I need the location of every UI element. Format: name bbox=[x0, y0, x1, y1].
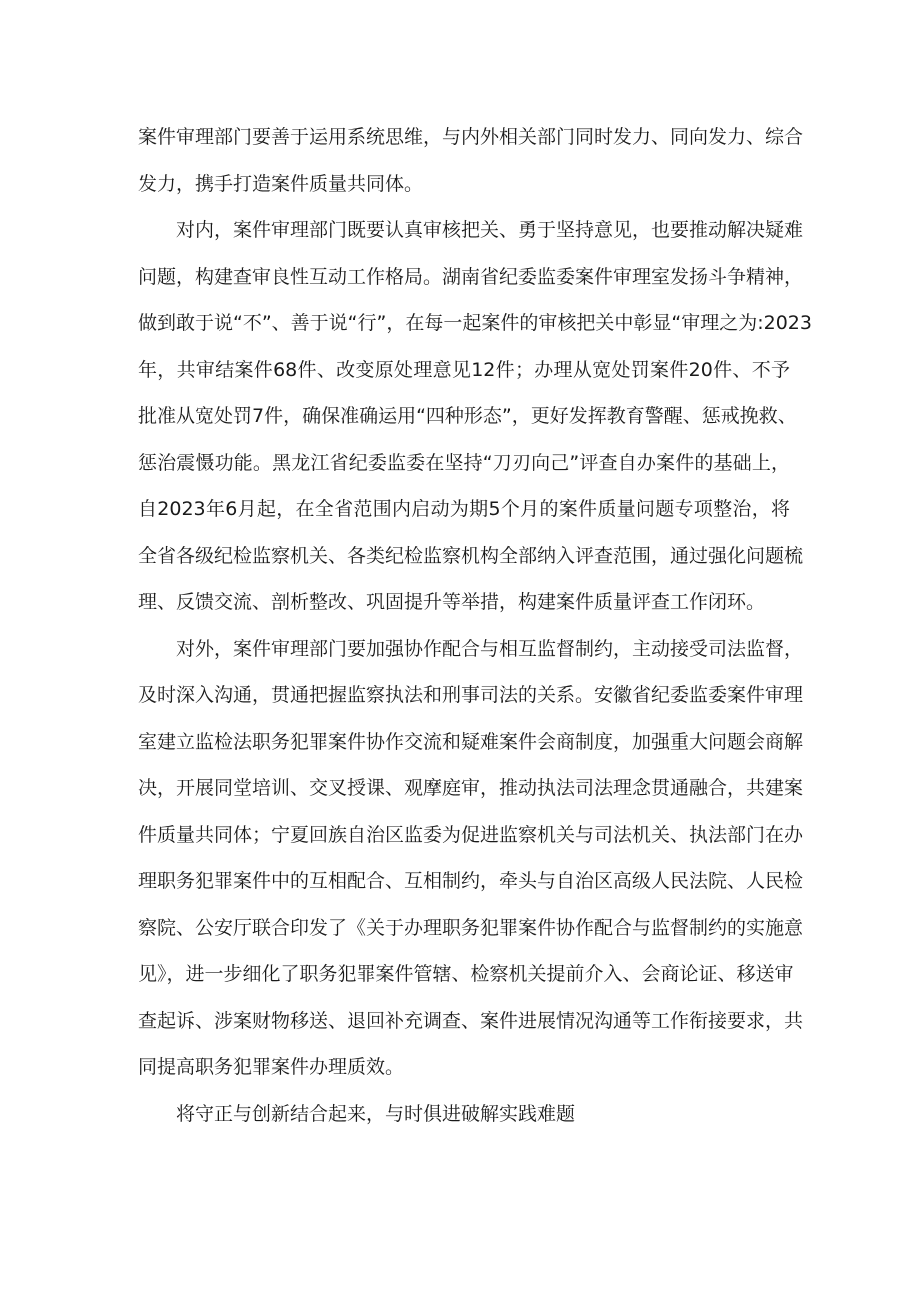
paragraph-p4 bbox=[138, 1091, 790, 1138]
text-line: 自2023年6月起，在全省范围内启动为期5个月的案件质量问题专项整治，将 bbox=[138, 498, 790, 520]
text-line: 件质量共同体；宁夏回族自治区监委为促进监察机关与司法机关、执法部门在办 bbox=[138, 823, 804, 846]
text-line: 年，共审结案件68件、改变原处理意见12件；办理从宽处罚案件20件、不予 bbox=[138, 358, 790, 381]
text-line: 查起诉、涉案财物移送、退回补充调查、案件进展情况沟通等工作衔接要求，共 bbox=[138, 1009, 804, 1032]
text-line: 室建立监检法职务犯罪案件协作交流和疑难案件会商制度，加强重大问题会商解 bbox=[138, 730, 804, 753]
text-line: 发力，携手打造案件质量共同体。 bbox=[138, 172, 424, 195]
text-line: 察院、公安厅联合印发了《关于办理职务犯罪案件协作配合与监督制约的实施意 bbox=[138, 916, 804, 939]
text-line: 对内，案件审理部门既要认真审核把关、勇于坚持意见，也要推动解决疑难 bbox=[176, 219, 804, 241]
paragraph-p2 bbox=[138, 207, 812, 626]
text-line: 对外，案件审理部门要加强协作配合与相互监督制约，主动接受司法监督， bbox=[176, 637, 804, 660]
text-line: 决，开展同堂培训、交叉授课、观摩庭审，推动执法司法理念贯通融合，共建案 bbox=[138, 777, 804, 799]
text-line: 同提高职务犯罪案件办理质效。 bbox=[138, 1056, 405, 1078]
document-body bbox=[138, 114, 812, 1137]
text-line: 做到敢于说“不”、善于说“行”，在每一起案件的审核把关中彰显“审理之为:2023 bbox=[138, 312, 812, 334]
paragraph-p3 bbox=[138, 626, 804, 1091]
text-line: 全省各级纪检监察机关、各类纪检监察机构全部纳入评查范围，通过强化问题梳 bbox=[138, 544, 804, 567]
text-line: 及时深入沟通，贯通把握监察执法和刑事司法的关系。安徽省纪委监委案件审理 bbox=[138, 684, 804, 706]
text-line: 将守正与创新结合起来，与时俱进破解实践难题 bbox=[176, 1102, 576, 1125]
text-line: 批准从宽处罚7件，确保准确运用“四种形态”，更好发挥教育警醒、惩戒挽救、 bbox=[138, 405, 797, 427]
text-line: 案件审理部门要善于运用系统思维，与内外相关部门同时发力、同向发力、综合 bbox=[138, 126, 804, 148]
text-line: 理、反馈交流、剖析整改、巩固提升等举措，构建案件质量评查工作闭环。 bbox=[138, 591, 766, 613]
text-line: 见》，进一步细化了职务犯罪案件管辖、检察机关提前介入、会商论证、移送审 bbox=[138, 963, 794, 985]
paragraph-p1 bbox=[138, 114, 804, 207]
text-line: 理职务犯罪案件中的互相配合、互相制约，牵头与自治区高级人民法院、人民检 bbox=[138, 870, 804, 892]
text-line: 问题，构建查审良性互动工作格局。湖南省纪委监委案件审理室发扬斗争精神， bbox=[138, 265, 804, 288]
text-line: 惩治震慑功能。黑龙江省纪委监委在坚持“刀刃向己”评查自办案件的基础上， bbox=[138, 451, 790, 474]
